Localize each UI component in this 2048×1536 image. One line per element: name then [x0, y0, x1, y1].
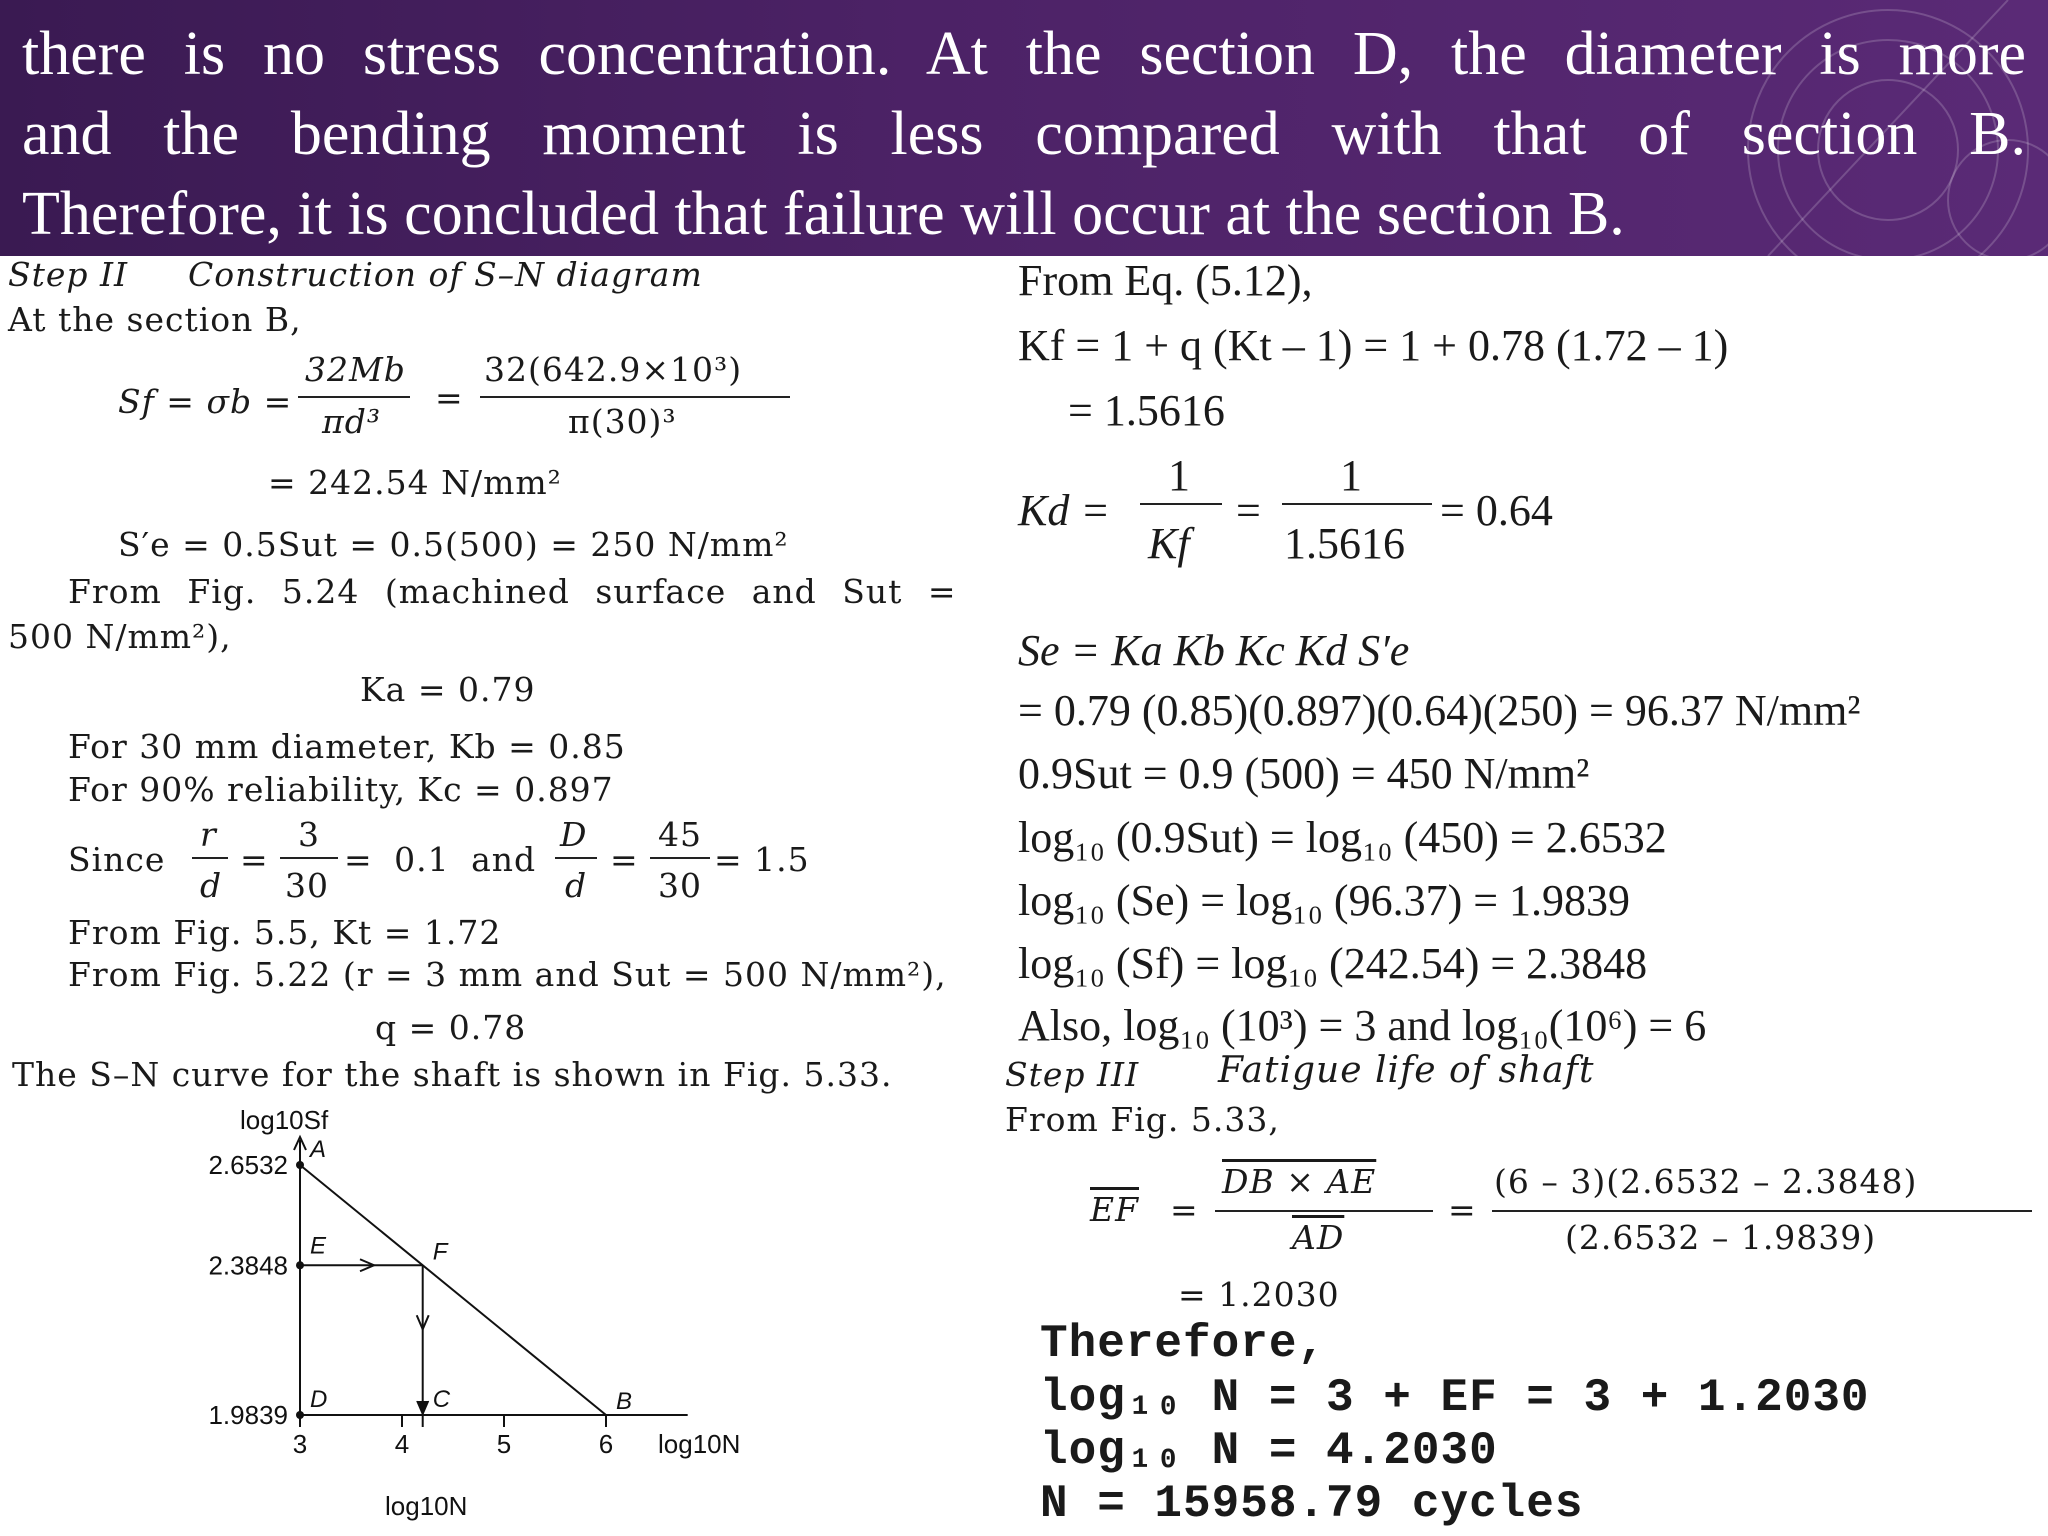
- from-eq-5-12: From Eq. (5.12),: [1018, 256, 1313, 305]
- kf-result: = 1.5616: [1068, 386, 1225, 435]
- y-tick-label: 1.9839: [208, 1400, 288, 1430]
- x-tick-label: 4: [394, 1429, 410, 1459]
- kd-fraction-1-denominator: Kf: [1148, 519, 1190, 568]
- x-axis-label: log10N: [385, 1491, 468, 1521]
- frac45-bar: [650, 857, 710, 859]
- kd-fraction-1-numerator: 1: [1168, 451, 1190, 500]
- banner-line-3: Therefore, it is concluded that failure will occur at the section B.: [22, 180, 1625, 248]
- fraction-1-denominator: πd³: [322, 402, 382, 441]
- x-axis-label-right: log10N: [658, 1429, 741, 1459]
- ratio-equals-1: =: [240, 840, 269, 879]
- x-tick-label: 5: [496, 1429, 512, 1459]
- log-n-equation-1: log₁₀ N = 3 + EF = 3 + 1.2030: [1040, 1372, 1870, 1424]
- q-value: q = 0.78: [375, 1008, 527, 1047]
- frac45-numerator: 45: [658, 815, 702, 854]
- sf-result: = 242.54 N/mm²: [268, 463, 562, 502]
- r-over-d-denominator: d: [200, 866, 223, 905]
- banner-line-2: and the bending moment is less compared with that of section B.: [22, 100, 2026, 168]
- point-label-c: C: [432, 1386, 451, 1413]
- D-over-d-denominator: d: [565, 866, 588, 905]
- point-label-d: D: [310, 1386, 328, 1413]
- ef-fraction-1-denominator: $\overline{AD}$: [1292, 1218, 1345, 1257]
- sn-curve-line: [300, 1165, 606, 1415]
- ka-value: Ka = 0.79: [360, 670, 536, 709]
- D-over-d-bar: [555, 857, 597, 859]
- point-label-a: A: [310, 1136, 327, 1163]
- ratio-equals-2: =: [610, 840, 639, 879]
- log-n-equation-2: log₁₀ N = 4.2030: [1040, 1425, 1498, 1477]
- sut-09-value: 0.9Sut = 0.9 (500) = 450 N/mm²: [1018, 749, 1590, 798]
- y-tick-label: 2.3848: [208, 1250, 288, 1281]
- ratio-2-result: = 1.5: [714, 840, 810, 879]
- arrow-c-axis: [417, 1401, 429, 1415]
- x-tick-label: 3: [292, 1429, 308, 1459]
- also-log-values: Also, log₁₀ (10³) = 3 and log₁₀(10⁶) = 6: [1018, 1001, 1707, 1050]
- ef-fraction-2-bar: [1492, 1210, 2032, 1212]
- frac45-denominator: 30: [658, 866, 702, 905]
- se-formula: Se = Ka Kb Kc Kd S′e: [1018, 626, 1410, 675]
- ef-fraction-1-bar: [1215, 1210, 1433, 1212]
- y-tick-label: 2.6532: [208, 1150, 288, 1180]
- y-axis-label: log10Sf: [240, 1105, 329, 1135]
- step-iii-label: Step III: [1005, 1055, 1140, 1094]
- r-over-d-bar: [192, 857, 228, 859]
- kd-fraction-2-denominator: 1.5616: [1284, 519, 1405, 568]
- ef-fraction-2-denominator: (2.6532 – 1.9839): [1565, 1218, 1877, 1257]
- three-over-30-bar: [280, 857, 338, 859]
- ef-equals-2: =: [1448, 1190, 1477, 1229]
- fraction-equals: =: [435, 378, 464, 417]
- D-over-d-numerator: D: [560, 815, 588, 854]
- kd-fraction-2-bar: [1282, 503, 1432, 505]
- fraction-2-denominator: π(30)³: [568, 402, 677, 441]
- fraction-1-numerator: 32Mb: [305, 350, 406, 389]
- point-label-b: B: [616, 1388, 633, 1415]
- fraction-2-numerator: 32(642.9×10³): [484, 350, 743, 389]
- ratio-1-result: = 0.1 and: [344, 840, 537, 879]
- fig-5-22-reference: From Fig. 5.22 (r = 3 mm and Sut = 500 N/mm²),: [68, 955, 947, 994]
- banner-line-1: there is no stress concentration. At the section D, the diameter is more: [22, 20, 2026, 88]
- se-prime-equation: S′e = 0.5Sut = 0.5(500) = 250 N/mm²: [118, 525, 789, 564]
- sn-curve-chart: [0, 1095, 741, 1535]
- log-se: log₁₀ (Se) = log₁₀ (96.37) = 1.9839: [1018, 876, 1631, 925]
- sf-lhs: Sf = σb =: [118, 382, 293, 421]
- log-0-9-sut: log₁₀ (0.9Sut) = log₁₀ (450) = 2.6532: [1018, 813, 1667, 862]
- kd-fraction-2-numerator: 1: [1340, 451, 1362, 500]
- therefore-label: Therefore,: [1040, 1318, 1327, 1370]
- log-sf: log₁₀ (Sf) = log₁₀ (242.54) = 2.3848: [1018, 939, 1648, 988]
- point-label-e: E: [310, 1232, 327, 1260]
- kd-fraction-1-bar: [1140, 503, 1222, 505]
- step-iii-title: Fatigue life of shaft: [1218, 1050, 1595, 1091]
- kd-equals: =: [1236, 486, 1261, 535]
- ef-fraction-2-numerator: (6 – 3)(2.6532 – 2.3848): [1494, 1162, 1918, 1201]
- kd-lhs: Kd =: [1018, 486, 1111, 535]
- kt-value: From Fig. 5.5, Kt = 1.72: [68, 913, 502, 952]
- step-ii-title: Construction of S–N diagram: [188, 255, 703, 294]
- at-section-b: At the section B,: [8, 300, 302, 339]
- fig-5-24-reference-cont: 500 N/mm²),: [8, 617, 232, 656]
- kd-result: = 0.64: [1440, 486, 1553, 535]
- point-label-f: F: [432, 1238, 448, 1266]
- se-value: = 0.79 (0.85)(0.897)(0.64)(250) = 96.37 N/mm²: [1018, 686, 1861, 735]
- n-cycles-result: N = 15958.79 cycles: [1040, 1478, 1584, 1530]
- fraction-2-bar: [480, 396, 790, 398]
- ef-lhs: $\overline{EF}$: [1090, 1190, 1139, 1229]
- fig-5-24-reference: From Fig. 5.24 (machined surface and Sut =: [68, 572, 957, 611]
- since-label: Since: [68, 840, 166, 879]
- sn-curve-sentence: The S–N curve for the shaft is shown in Fig. 5.33.: [12, 1055, 893, 1094]
- ef-fraction-1-numerator: DB × AE: [1222, 1162, 1377, 1201]
- ef-result: = 1.2030: [1178, 1275, 1340, 1314]
- ef-equals-1: =: [1170, 1190, 1199, 1229]
- step-ii-label: Step II: [8, 255, 129, 294]
- r-over-d-numerator: r: [200, 815, 217, 854]
- from-fig-5-33: From Fig. 5.33,: [1005, 1100, 1280, 1139]
- x-tick-label: 6: [598, 1429, 614, 1459]
- three-over-30-denominator: 30: [285, 866, 329, 905]
- kb-value: For 30 mm diameter, Kb = 0.85: [68, 727, 626, 766]
- title-banner: [0, 0, 2048, 256]
- three-over-30-numerator: 3: [298, 815, 320, 854]
- fraction-1-bar: [298, 396, 410, 398]
- kf-equation: Kf = 1 + q (Kt – 1) = 1 + 0.78 (1.72 – 1): [1018, 321, 1729, 370]
- kc-value: For 90% reliability, Kc = 0.897: [68, 770, 614, 809]
